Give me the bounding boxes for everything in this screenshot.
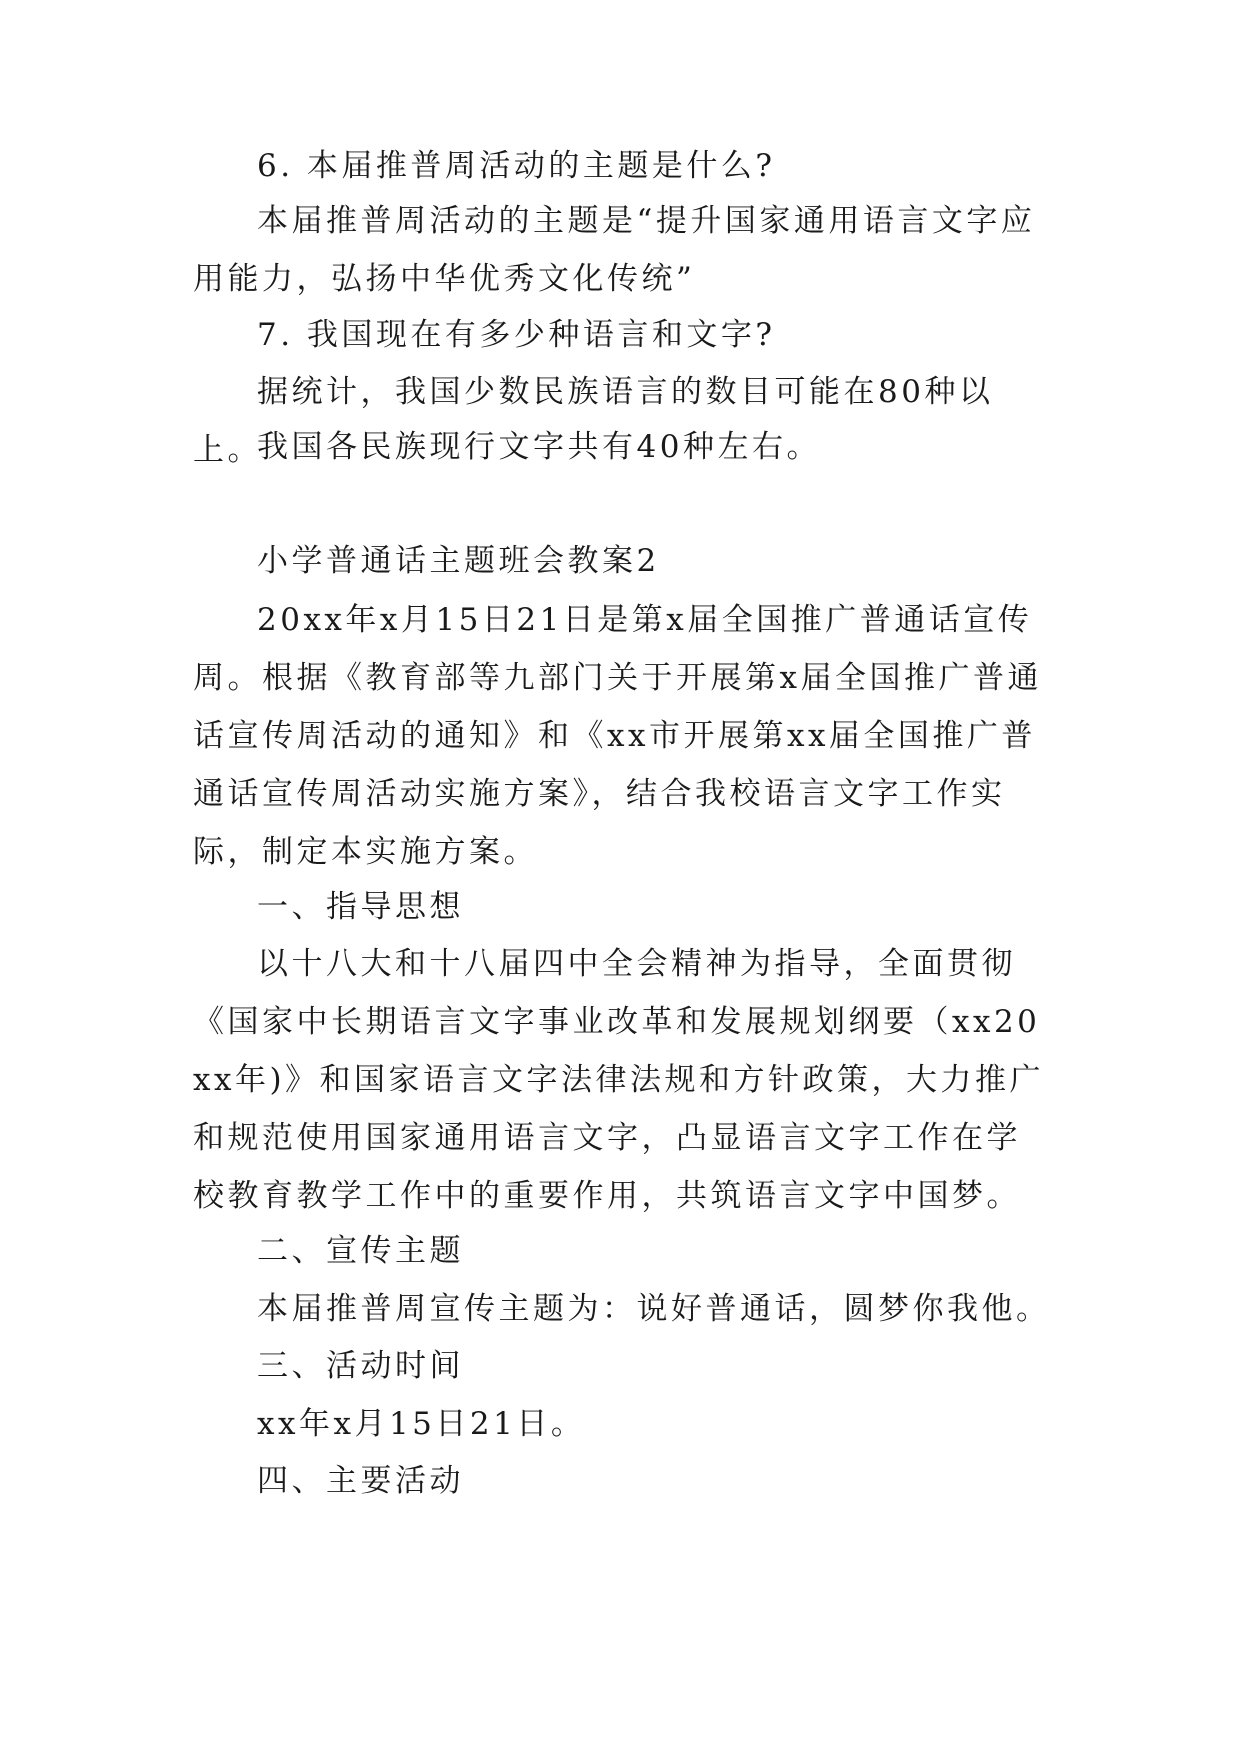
activity-time-text: xx年x月15日21日。 xyxy=(257,1406,586,1442)
answer-6: 本届推普周活动的主题是“提升国家通用语言文字应用能力，弘扬中华优秀文化传统” xyxy=(193,203,1036,297)
heading-theme: 二、宣传主题 xyxy=(257,1233,464,1269)
heading-guiding-ideology: 一、指导思想 xyxy=(257,889,464,925)
guiding-ideology-text: 以十八大和十八届四中全会精神为指导，全面贯彻《国家中长期语言文字事业改革和发展规划纲要（xx20xx年)》和国家语言文字法律法规和方针政策，大力推广和规范使用国家通用语言文字，凸显语言文字工作在学校教育教学工作中的重要作用，共筑语言文字中国梦。 xyxy=(193,946,1045,1214)
section-title: 小学普通话主题班会教案2 xyxy=(257,543,660,579)
heading-main-activities: 四、主要活动 xyxy=(257,1463,464,1499)
answer-7-languages: 据统计，我国少数民族语言的数目可能在80种以上。 xyxy=(193,374,994,468)
question-6: 6. 本届推普周活动的主题是什么? xyxy=(257,148,776,184)
question-7: 7. 我国现在有多少种语言和文字? xyxy=(257,317,776,353)
intro-paragraph: 20xx年x月15日21日是第x届全国推广普通话宣传周。根据《教育部等九部门关于开展第x届全国推广普通话宣传周活动的通知》和《xx市开展第xx届全国推广普通话宣传周活动实施方案》，结合我校语言文字工作实际，制定本实施方案。 xyxy=(193,602,1042,870)
heading-activity-time: 三、活动时间 xyxy=(257,1348,464,1384)
answer-7-scripts: 我国各民族现行文字共有40种左右。 xyxy=(257,429,821,465)
theme-text: 本届推普周宣传主题为：说好普通话，圆梦你我他。 xyxy=(257,1291,1051,1327)
